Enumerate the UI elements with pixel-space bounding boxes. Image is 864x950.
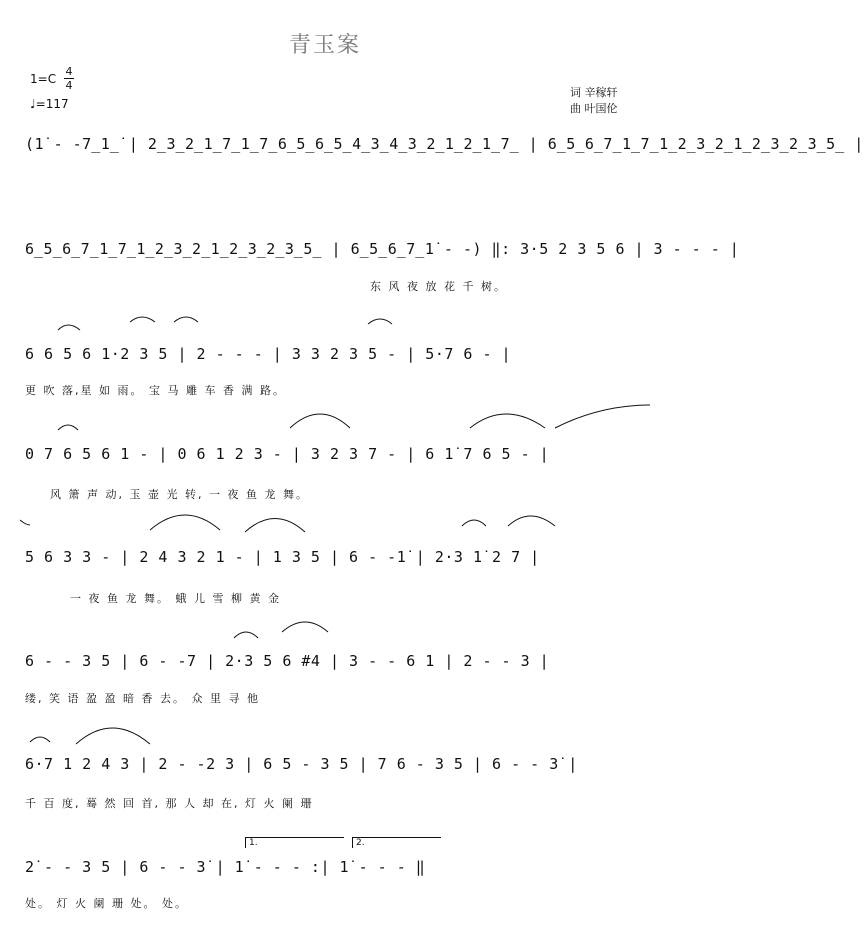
lyric-row-8: 处。 灯 火 阑 珊 处。 处。 (25, 897, 188, 910)
notation-row-5 (25, 548, 640, 576)
slur-mark (174, 317, 198, 322)
notation-row-6 (25, 652, 640, 680)
notation-row-notes: (1̇ - -7̲1̲̇ | 2̲3̲2̲1̲7̲1̲7̲6̲5̲6̲5̲4̲3̲4̲3̲2̲1̲2̲1̲7̲ | 6̲5̲6̲7̲1̲7̲1̲2̲3̲2̲1̲2̲3̲2̲3̲5̲ | (25, 135, 864, 153)
lyric-row-5: 一 夜 鱼 龙 舞。 蛾 儿 雪 柳 黄 金 (70, 592, 281, 605)
slur-mark (58, 425, 78, 430)
notation-row-7 (25, 755, 640, 783)
notation-row-8 (25, 858, 640, 886)
slur-mark (20, 520, 30, 525)
lyric-row-4: 风 箫 声 动, 玉 壶 光 转, 一 夜 鱼 龙 舞。 (50, 488, 309, 501)
slur-mark (58, 325, 80, 330)
volta-first-ending: 1. (245, 837, 344, 848)
notation-row-notes: 6 - - 3 5 | 6 - -7 | 2·3 5 6 #4 | 3 - - 6 1 | 2 - - 3 | (25, 652, 550, 670)
notation-row-notes: 6̲5̲6̲7̲1̲7̲1̲2̲3̲2̲1̲2̲3̲2̲3̲5̲ | 6̲5̲6̲7̲1̇ - -) ‖: 3·5 2 3 5 6 | 3 - - - | (25, 240, 740, 258)
lyric-row-2: 东 风 夜 放 花 千 树。 (370, 280, 507, 293)
slur-mark (508, 516, 555, 526)
quarter-note-icon: ♩ (30, 97, 36, 111)
slur-mark (234, 632, 258, 638)
slur-mark (30, 737, 50, 742)
lyric-row-3: 更 吹 落,星 如 雨。 宝 马 雕 车 香 满 路。 (25, 384, 286, 397)
slur-mark (462, 520, 486, 526)
key-signature: 1=C (30, 72, 57, 86)
tempo-value: =117 (35, 97, 69, 111)
lyric-row-6: 缕, 笑 语 盈 盈 暗 香 去。 众 里 寻 他 (25, 692, 260, 705)
lyric-row-7: 千 百 度, 蓦 然 回 首, 那 人 却 在, 灯 火 阑 珊 (25, 797, 314, 810)
notation-row-notes: 2̇ - - 3 5 | 6 - - 3̇ | 1̇ - - - :| 1̇ - - - ‖ (25, 858, 426, 876)
slur-mark (245, 519, 305, 533)
notation-row-3 (25, 345, 640, 373)
composer-credit: 曲 叶国伦 (570, 102, 618, 115)
notation-row-4 (25, 445, 640, 473)
slur-mark (368, 319, 392, 324)
notation-row-notes: 0 7 6 5 6 1 - | 0 6 1 2 3 - | 3 2 3 7 - | 6 1̇ 7 6 5 - | (25, 445, 550, 463)
song-title: 青玉案 (288, 33, 361, 58)
slur-mark (150, 515, 220, 530)
volta-second-ending: 2. (352, 837, 441, 848)
slur-mark (76, 728, 150, 744)
notation-row-notes: 6 6 5 6 1·2 3 5 | 2 - - - | 3 3 2 3 5 - | 5·7 6 - | (25, 345, 512, 363)
notation-row-notes: 5 6 3 3 - | 2 4 3 2 1 - | 1 3 5 | 6 - -1̇ | 2·3 1̇ 2 7 | (25, 548, 540, 566)
notation-row-notes: 6·7 1 2 4 3 | 2 - -2 3 | 6 5 - 3 5 | 7 6 - 3 5 | 6 - - 3̇ | (25, 755, 578, 773)
time-sig-bottom: 4 (65, 79, 73, 92)
slur-mark (130, 317, 155, 322)
time-sig-top: 4 (65, 65, 73, 78)
slur-mark (282, 622, 328, 632)
lyricist-credit: 词 辛稼轩 (570, 86, 618, 99)
slur-mark (555, 405, 650, 428)
slur-mark (470, 414, 545, 428)
slur-mark (290, 414, 350, 428)
